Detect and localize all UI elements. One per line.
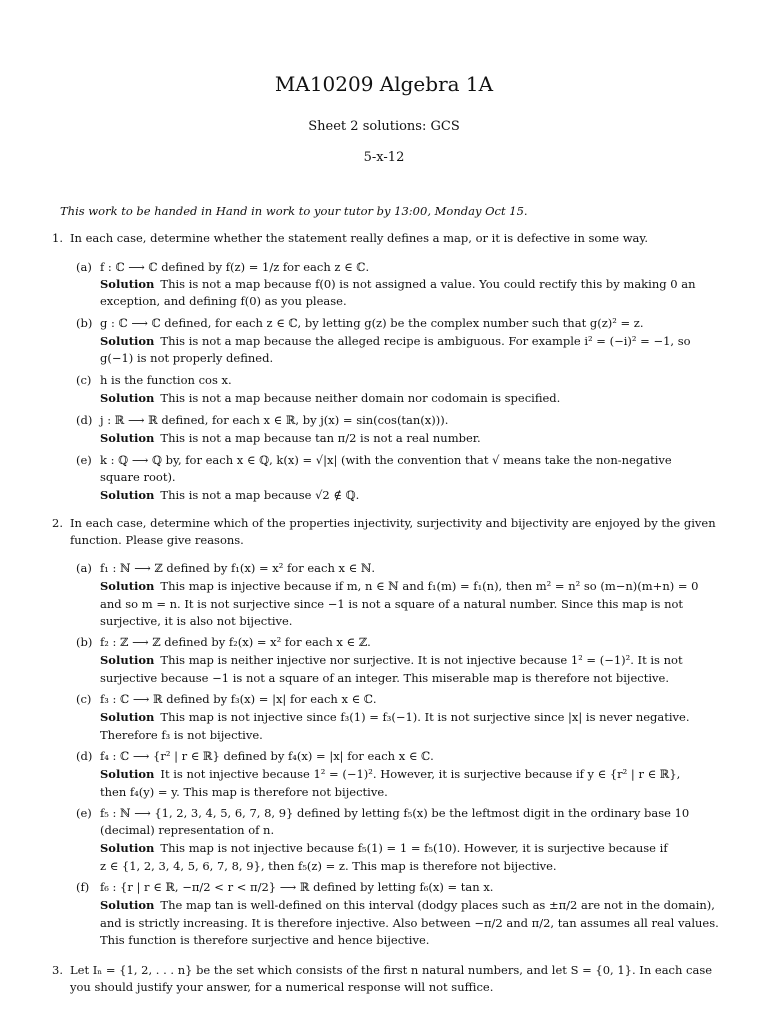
q2e-label: (e) [76, 806, 92, 820]
q2a-label: (a) [76, 561, 92, 575]
q2f-solution-cont-2: This function is therefore surjective and hence bijective. [100, 933, 430, 947]
q2-number: 2. [52, 516, 63, 530]
q1d-label: (d) [76, 413, 93, 427]
solution-heading: Solution [100, 579, 155, 593]
intro-note: This work to be handed in Hand in work to your tutor by 13:00, Monday Oct 15. [60, 204, 528, 218]
q1-number: 1. [52, 231, 63, 245]
q2e-solution: This map is not injective because f₅(1) = 1 = f₅(10). However, it is surjective because if [160, 841, 668, 855]
q1b-solution-cont: g(−1) is not properly defined. [100, 351, 274, 365]
q1e-def-cont: square root). [100, 470, 176, 484]
q1-text: In each case, determine whether the statement really defines a map, or it is defective in some way. [70, 231, 649, 245]
solution-heading: Solution [100, 898, 155, 912]
q2f-def: f₆ : {r | r ∈ ℝ, −π/2 < r < π/2} ⟶ ℝ defined by letting f₆(x) = tan x. [100, 880, 494, 894]
q2a-solution: This map is injective because if m, n ∈ ℕ and f₁(m) = f₁(n), then m² = n² so (m−n)(m+n) = 0 [160, 579, 699, 593]
solution-heading: Solution [100, 767, 155, 781]
q2a-solution-cont-2: surjective, it is also not bijective. [100, 614, 293, 628]
q2-text: In each case, determine which of the properties injectivity, surjectivity and bijectivity are enjoyed by the given [70, 516, 716, 530]
solution-heading: Solution [100, 391, 155, 405]
q2a-def: f₁ : ℕ ⟶ ℤ defined by f₁(x) = x² for each x ∈ ℕ. [100, 561, 375, 575]
q2b-solution: This map is neither injective nor surjective. It is not injective because 1² = (−1)². It is not [160, 653, 683, 667]
solution-heading: Solution [100, 710, 155, 724]
q1c-def: h is the function cos x. [100, 373, 232, 387]
q1d-solution: This is not a map because tan π/2 is not a real number. [160, 431, 481, 445]
solution-heading: Solution [100, 488, 155, 502]
q1e-def: k : ℚ ⟶ ℚ by, for each x ∈ ℚ, k(x) = √|x| (with the convention that √ means take the non-negative [100, 453, 672, 467]
q1c-solution: This is not a map because neither domain nor codomain is specified. [160, 391, 561, 405]
q2d-label: (d) [76, 749, 93, 763]
q1a-label: (a) [76, 260, 92, 274]
page-title: MA10209 Algebra 1A [274, 72, 494, 96]
q2e-def-cont: (decimal) representation of n. [100, 823, 275, 837]
q1a-solution: This is not a map because f(0) is not assigned a value. You could rectify this by making 0 an [160, 277, 696, 291]
solution-heading: Solution [100, 653, 155, 667]
q2c-solution: This map is not injective since f₃(1) = f₃(−1). It is not surjective since |x| is never negative. [160, 710, 690, 724]
q1b-label: (b) [76, 316, 93, 330]
q3-number: 3. [52, 963, 63, 977]
q2c-solution-cont: Therefore f₃ is not bijective. [100, 728, 263, 742]
q1c-label: (c) [76, 373, 92, 387]
q2-text-cont: function. Please give reasons. [70, 533, 244, 547]
q3-text-cont: you should justify your answer, for a numerical response will not suffice. [70, 980, 494, 994]
q2a-solution-cont: and so m = n. It is not surjective since −1 is not a square of a natural number. Since this map is not [100, 597, 684, 611]
q2c-def: f₃ : ℂ ⟶ ℝ defined by f₃(x) = |x| for each x ∈ ℂ. [100, 692, 377, 706]
q2d-solution-cont: then f₄(y) = y. This map is therefore not bijective. [100, 785, 388, 799]
q2d-solution: It is not injective because 1² = (−1)². However, it is surjective because if y ∈ {r² | r ∈ ℝ}, [160, 767, 681, 781]
q2d-def: f₄ : ℂ ⟶ {r² | r ∈ ℝ} defined by f₄(x) = |x| for each x ∈ ℂ. [100, 749, 434, 763]
q1d-def: j : ℝ ⟶ ℝ defined, for each x ∈ ℝ, by j(x) = sin(cos(tan(x))). [100, 413, 449, 427]
q2e-solution-cont: z ∈ {1, 2, 3, 4, 5, 6, 7, 8, 9}, then f₅(z) = z. This map is therefore not bijective. [100, 859, 557, 873]
q1a-solution-cont: exception, and defining f(0) as you please. [100, 294, 347, 308]
q2c-label: (c) [76, 692, 92, 706]
q2f-solution-cont: and is strictly increasing. It is therefore injective. Also between −π/2 and π/2, tan assumes all real values. [100, 916, 719, 930]
q2b-solution-cont: surjective because −1 is not a square of an integer. This miserable map is therefore not bijective. [100, 671, 669, 685]
q2f-solution: The map tan is well-defined on this interval (dodgy places such as ±π/2 are not in the domain), [160, 898, 715, 912]
solution-heading: Solution [100, 841, 155, 855]
page-date: 5-x-12 [363, 150, 405, 165]
q1e-solution: This is not a map because √2 ∉ ℚ. [160, 488, 360, 502]
solution-heading: Solution [100, 277, 155, 291]
q1a-def: f : ℂ ⟶ ℂ defined by f(z) = 1/z for each z ∈ ℂ. [100, 260, 370, 274]
q1e-label: (e) [76, 453, 92, 467]
q1b-solution: This is not a map because the alleged recipe is ambiguous. For example i² = (−i)² = −1, so [160, 334, 691, 348]
solution-heading: Solution [100, 431, 155, 445]
solution-heading: Solution [100, 334, 155, 348]
q2b-label: (b) [76, 635, 93, 649]
q2b-def: f₂ : ℤ ⟶ ℤ defined by f₂(x) = x² for each x ∈ ℤ. [100, 635, 371, 649]
q2f-label: (f) [76, 880, 90, 894]
q1b-def: g : ℂ ⟶ ℂ defined, for each z ∈ ℂ, by letting g(z) be the complex number such that g(z)² = z. [100, 316, 644, 330]
q2e-def: f₅ : ℕ ⟶ {1, 2, 3, 4, 5, 6, 7, 8, 9} defined by letting f₅(x) be the leftmost digit in the ordinary base 10 [100, 806, 690, 820]
page-subtitle: Sheet 2 solutions: GCS [308, 119, 460, 134]
q3-text: Let Iₙ = {1, 2, . . . n} be the set which consists of the first n natural numbers, and let S = {0, 1}. In each case [70, 963, 713, 977]
